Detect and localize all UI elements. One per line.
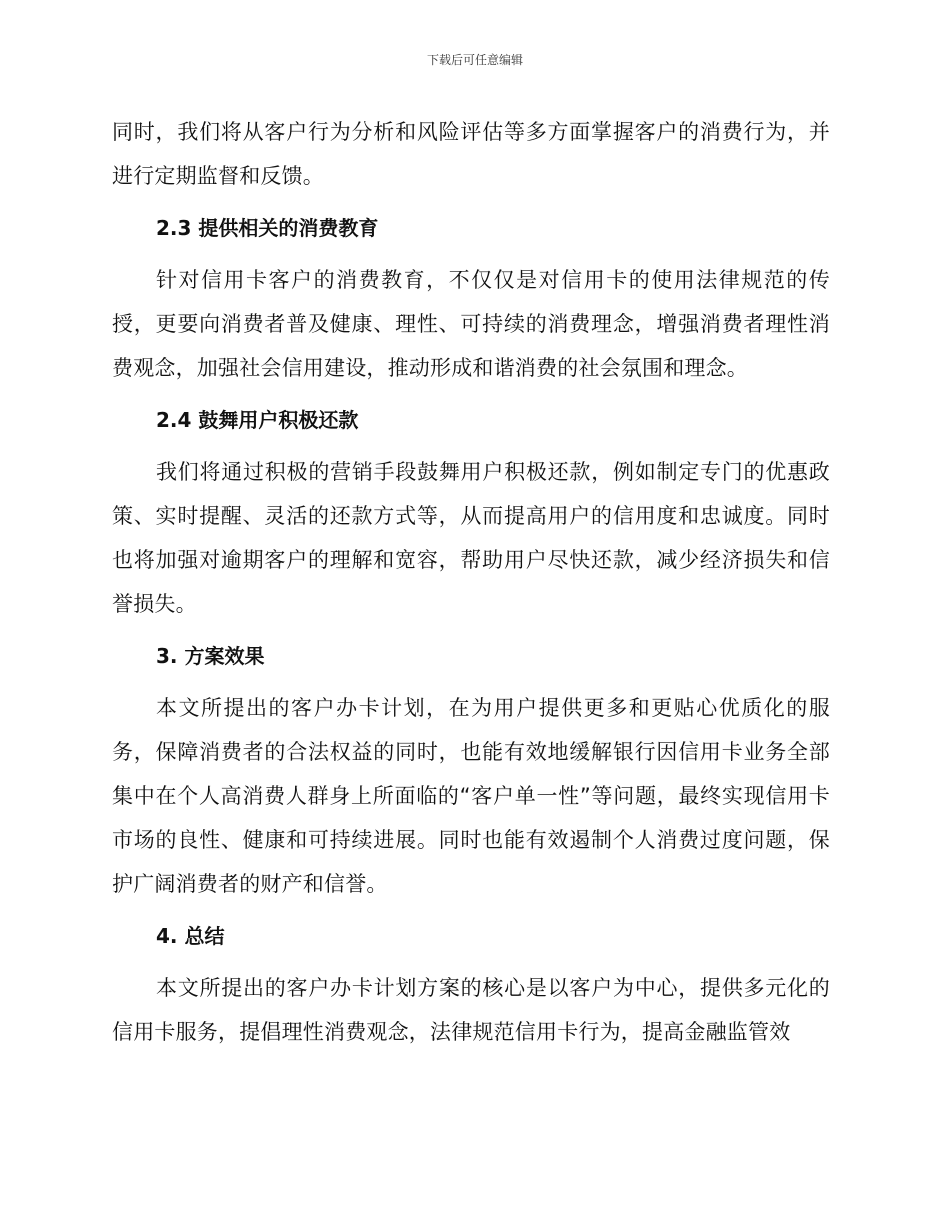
header-note: 下载后可任意编辑 bbox=[426, 53, 523, 67]
section-heading-2-4: 2.4 鼓舞用户积极还款 bbox=[156, 408, 359, 432]
paragraph-repayment: 我们将通过积极的营销手段鼓舞用户积极还款，例如制定专门的优惠政策、实时提醒、灵活的还款方式等，从而提高用户的信用度和忠诚度。同时也将加强对逾期客户的理解和宽容，帮助用户尽快还款，减少经济损失和信誉损失。 bbox=[112, 460, 830, 616]
section-heading-2-3: 2.3 提供相关的消费教育 bbox=[156, 216, 379, 240]
document-body bbox=[112, 110, 830, 1054]
paragraph-effect: 本文所提出的客户办卡计划，在为用户提供更多和更贴心优质化的服务，保障消费者的合法权益的同时，也能有效地缓解银行因信用卡业务全部集中在个人高消费人群身上所面临的“客户单一性”等问题，最终实现信用卡市场的良性、健康和可持续进展。同时也能有效遏制个人消费过度问题，保护广阔消费者的财产和信誉。 bbox=[112, 696, 830, 896]
paragraph-summary: 本文所提出的客户办卡计划方案的核心是以客户为中心，提供多元化的信用卡服务，提倡理性消费观念，法律规范信用卡行为，提高金融监管效 bbox=[112, 976, 830, 1044]
paragraph-consumer-education: 针对信用卡客户的消费教育，不仅仅是对信用卡的使用法律规范的传授，更要向消费者普及健康、理性、可持续的消费理念，增强消费者理性消费观念，加强社会信用建设，推动形成和谐消费的社会氛围和理念。 bbox=[112, 268, 830, 380]
section-heading-3: 3. 方案效果 bbox=[156, 644, 265, 668]
section-heading-4: 4. 总结 bbox=[156, 924, 225, 948]
paragraph-continuation: 同时，我们将从客户行为分析和风险评估等多方面掌握客户的消费行为，并进行定期监督和反馈。 bbox=[112, 120, 830, 188]
